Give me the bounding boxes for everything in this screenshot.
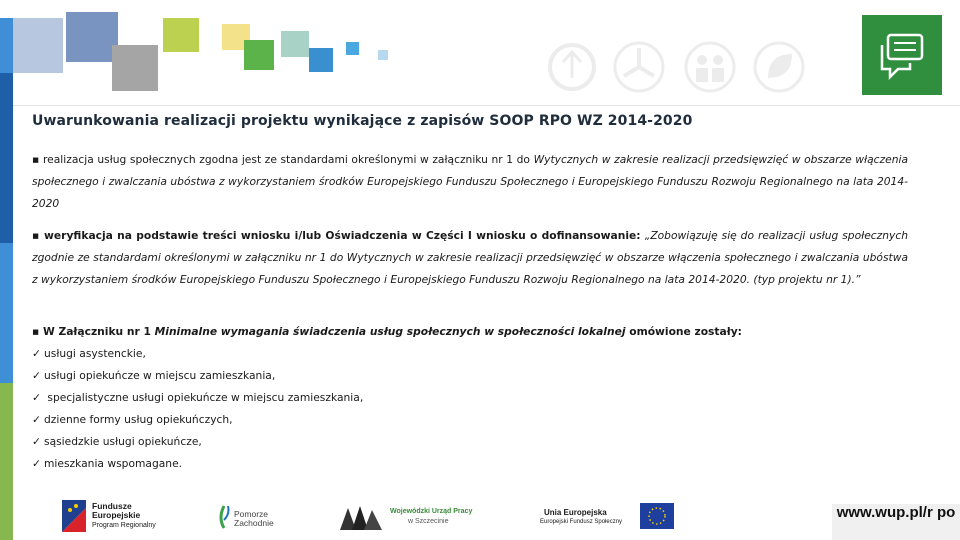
chat-bubbles-icon [862,15,942,95]
check-icon: ✓ [32,369,41,382]
decor-square [163,18,199,52]
eu-flag-icon [640,503,674,529]
website-url[interactable]: www.wup.pl/r po [832,504,960,540]
leaf-icon [752,40,807,95]
decor-square [346,42,359,55]
divider [13,105,960,106]
logo3-line1: Wojewódzki Urząd Pracy [390,508,473,515]
decor-square [378,50,388,60]
list-item: ✓ specjalistyczne usługi opiekuńcze w miejscu zamieszkania, [32,387,363,409]
list-item: ✓ usługi opiekuńcze w miejscu zamieszkania, [32,365,363,387]
sidebar-decoration [0,0,13,540]
people-icon [680,40,740,95]
logo1-line3: Program Regionalny [92,522,156,529]
list-item: ✓ usługi asystenckie, [32,343,363,365]
list-item: ✓ sąsiedzkie usługi opiekuńcze, [32,431,363,453]
check-icon: ✓ [32,435,41,448]
decor-square [244,40,274,70]
logo4-line2: Europejski Fundusz Społeczny [540,519,623,525]
logo-wup-szczecin [338,498,483,534]
paragraph-standards: ▪ realizacja usług społecznych zgodna jest ze standardami określonymi w załączniku nr 1 do Wytycznych w zakresie realizacji przedsięwzięć w obszarze włączenia społecznego i zwalczania ubóstwa z wykorzystaniem środków Europejskiego Funduszu Społecznego i Europejskiego Funduszu Rozwoju Regionalnego na lata 2014-2020 [32,153,908,210]
recycle-icon [545,40,600,95]
paragraph-attachment: ▪ W Załączniku nr 1 Minimalne wymagania świadczenia usług społecznych w społeczności lokalnej omówione zostały: [32,325,742,338]
slide-title: Uwarunkowania realizacji projektu wynikające z zapisów SOOP RPO WZ 2014-2020 [32,113,693,129]
check-icon: ✓ [32,457,41,470]
check-icon: ✓ [32,413,41,426]
decor-square [309,48,333,72]
paragraph-verification: ▪ weryfikacja na podstawie treści wniosku i/lub Oświadczenia w Części I wniosku o dofinansowanie: „Zobowiązuję się do realizacji usług społecznych zgodnie ze standardami określonymi w załączniku nr 1 do Wytycznych w zakresie realizacji przedsięwzięć w obszarze włączenia społecznego i zwalczania ubóstwa z wykorzystaniem środków Europejskiego Funduszu Społecznego i Europejskiego Funduszu Rozwoju Regionalnego na lata 2014-2020. (typ projektu nr 1).” [32,229,908,286]
decor-square [13,18,63,73]
logo4-line1: Unia Europejska [544,508,607,517]
logo-pomorze-zachodnie [216,498,296,534]
chat-icon-box [862,15,942,95]
pomorze-emblem-icon [216,502,232,530]
decor-square [112,45,158,91]
list-item: ✓ dzienne formy usług opiekuńczych, [32,409,363,431]
decor-square [66,12,118,62]
decor-square [281,31,309,57]
eu-funds-emblem-icon [62,500,88,532]
check-icon: ✓ [32,347,41,360]
logo3-line2: w Szczecinie [408,518,449,525]
logo-fundusze-europejskie [62,498,157,534]
list-item: ✓ mieszkania wspomagane. [32,453,363,475]
logo1-line1: Fundusze [92,501,132,511]
logo1-line2: Europejskie [92,510,141,520]
logo2-line1: Pomorze [234,509,269,519]
wind-turbine-icon [612,40,667,95]
services-checklist [32,343,363,475]
logo2-line2: Zachodnie [234,518,274,528]
check-icon: ✓ [32,391,41,404]
logo-unia-europejska [540,498,675,534]
wup-emblem-icon [338,502,384,532]
